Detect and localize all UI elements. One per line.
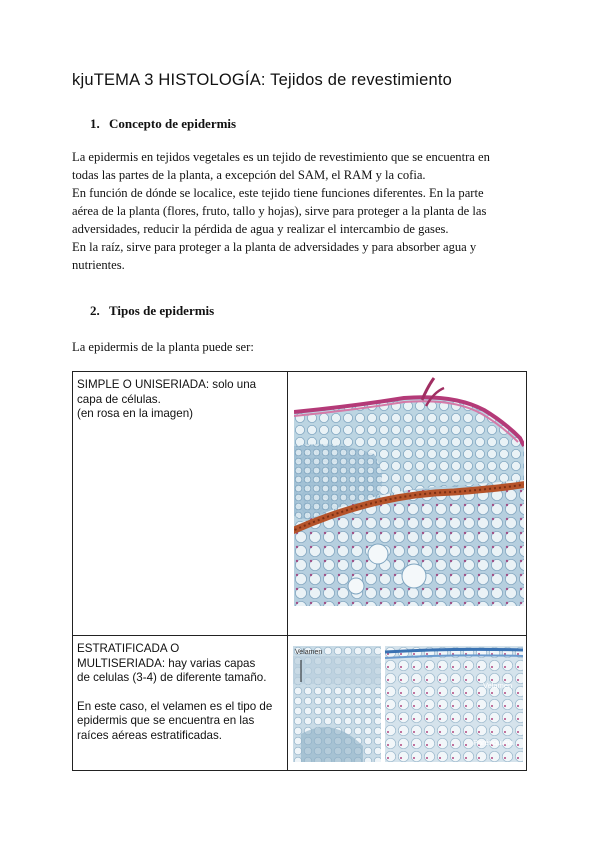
section-1-heading [90, 116, 236, 132]
section-2-intro [72, 338, 532, 356]
section-1-number: 1. [90, 116, 100, 131]
paragraph-line: todas las partes de la planta, a excepción del SAM, el RAM y la cofia. [72, 168, 426, 182]
section-1-paragraph [72, 148, 532, 274]
cell-line: ESTRATIFICADA O [77, 642, 180, 655]
cell-line: de celulas (3-4) de diferente tamaño. [77, 671, 267, 684]
cell-line: (en rosa en la imagen) [77, 407, 193, 420]
paragraph-line: La epidermis en tejidos vegetales es un tejido de revestimiento que se encuentra en [72, 150, 490, 164]
cell-line: MULTISERIADA: hay varias capas [77, 656, 256, 670]
cell-line: En este caso, el velamen es el tipo de [77, 699, 273, 713]
paragraph-line: En función de dónde se localice, este tejido tiene funciones diferentes. En la parte [72, 186, 484, 200]
table-cell-stratified-text [73, 636, 288, 771]
paragraph-line: aérea de la planta (flores, fruto, tallo y hojas), sirve para proteger a la planta de las [72, 204, 487, 218]
table-cell-simple-image [287, 372, 526, 636]
label-parenquima: Parénquima [472, 738, 514, 747]
uniseriate-epidermis-micrograph [294, 376, 524, 606]
section-2-number: 2. [90, 303, 100, 318]
cell-line: capa de células. [77, 392, 161, 406]
cell-line: raíces aéreas estratificadas. [77, 728, 222, 742]
paragraph-line: En la raíz, sirve para proteger a la planta de adversidades y para absorber agua y [72, 240, 477, 254]
section-2-intro-text: La epidermis de la planta puede ser: [72, 340, 254, 354]
section-2-title: Tipos de epidermis [109, 303, 215, 318]
epidermis-types-table [72, 371, 527, 771]
paragraph-line: nutrientes. [72, 258, 125, 272]
table-row-stratified [73, 636, 527, 771]
section-1-title: Concepto de epidermis [109, 116, 237, 131]
cell-line: epidermis que se encuentra en las [77, 714, 255, 727]
label-velamen-left: Velamen [294, 649, 322, 656]
velamen-micrograph [293, 646, 523, 762]
label-velamen-right: Velamen [482, 681, 512, 690]
document-title: kjuTEMA 3 HISTOLOGÍA: Tejidos de revestimiento [72, 71, 452, 89]
cell-line: SIMPLE O UNISERIADA: solo una [77, 378, 257, 391]
section-2-heading [90, 303, 214, 319]
table-cell-stratified-image [287, 636, 526, 771]
table-row-simple [73, 372, 527, 636]
paragraph-line: adversidades, reducir la pérdida de agua y realizar el intercambio de gases. [72, 222, 449, 236]
table-cell-simple-text [73, 372, 288, 636]
